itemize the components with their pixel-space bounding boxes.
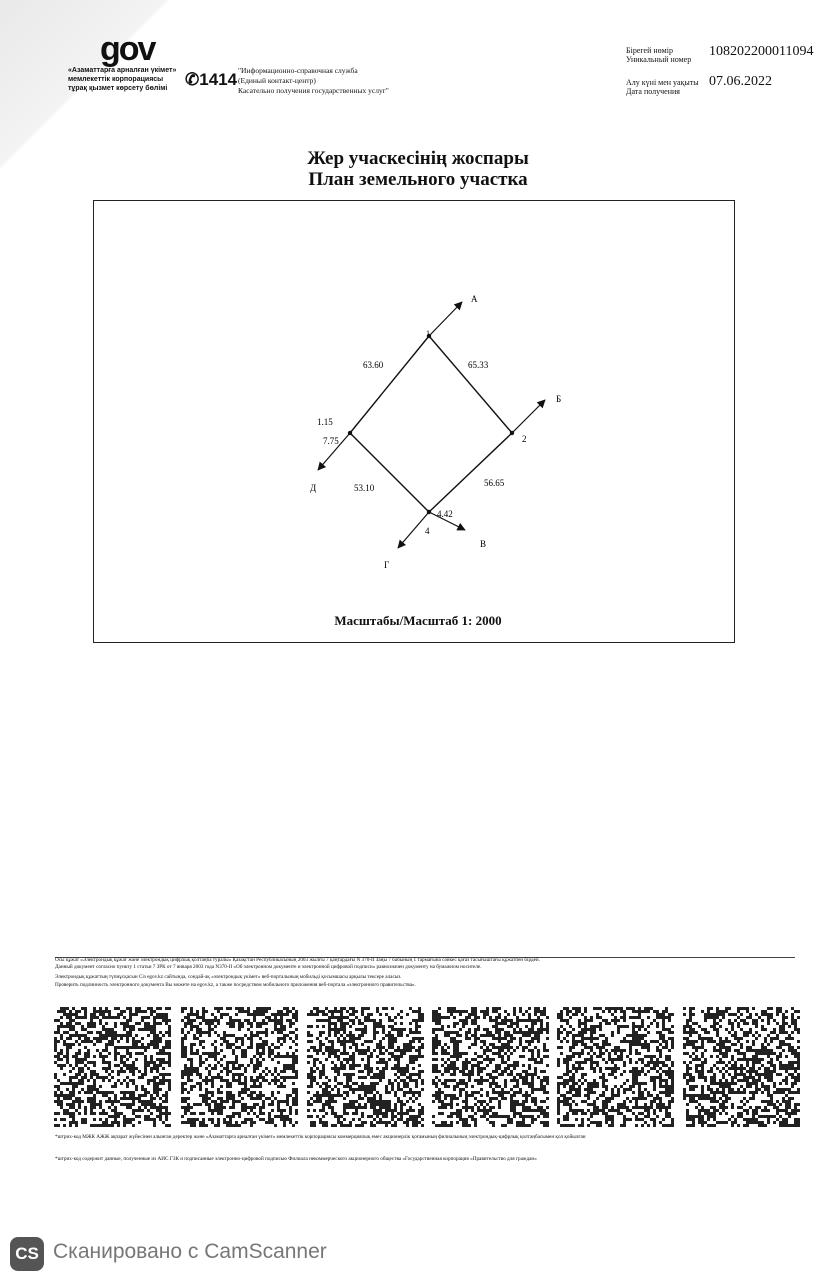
egov-line: «Азаматтарға арналған үкімет» bbox=[68, 67, 177, 74]
unique-label-ru: Уникальный номер bbox=[626, 55, 692, 64]
vertex-2 bbox=[510, 431, 514, 435]
legal-note-line: Осы құжат «Электрондық құжат және электрондық цифрлық қолтаңба туралы» Қазақстан Республикасының 2003 жылғы 7 қаңтардағы N 370-II Заңы 7 бабының 1 тармағына сәйкес қағаз тасығыштағы құжатпен бірдей. bbox=[55, 957, 540, 963]
title-ru: План земельного участка bbox=[308, 169, 528, 190]
boundary-side-3-1 bbox=[350, 336, 429, 433]
qr-code bbox=[557, 1007, 675, 1127]
direction-arrow-a bbox=[429, 302, 462, 336]
point-label-2: 2 bbox=[522, 434, 527, 444]
point-label-4: 4 bbox=[425, 526, 430, 536]
egov-logo: gov bbox=[100, 30, 155, 68]
point-label-1: 1 bbox=[426, 329, 430, 338]
side-length-label: 53.10 bbox=[354, 483, 375, 493]
qr-note-line: *штрих-код МЖК АЖЖ ақпарат жүйесінен алынған деректер және «Азаматтарға арналған үкімет» мемлекеттік корпорациясы коммерциялық емес акционерлік қоғамының филиалының электрондық-цифрлық қолтаңбасымен қол қойылған bbox=[55, 1134, 586, 1140]
offset-label: 1.15 bbox=[317, 417, 333, 427]
qr-code bbox=[181, 1007, 299, 1127]
unique-label-kk: Бірегей нөмір bbox=[626, 46, 673, 55]
side-length-label: 65.33 bbox=[468, 360, 489, 370]
egov-line: мемлекеттік корпорациясы bbox=[68, 76, 164, 83]
legal-note-line: Проверить подлинность электронного документа Вы можете на egov.kz, а также посредством мобильного приложения веб-портала «электронного правительства». bbox=[55, 982, 416, 988]
camscanner-logo-icon: CS bbox=[10, 1237, 44, 1271]
direction-label-a: А bbox=[471, 294, 478, 304]
legal-note-line: Электрондық құжаттың түпнұсқасын Сіз egov.kz сайтында, сондай-ақ «электрондық үкімет» веб-порталының мобильді қосымшасы арқылы тексере аласыз. bbox=[55, 974, 402, 980]
offset-label: 4.42 bbox=[437, 509, 453, 519]
date-label-ru: Дата получения bbox=[626, 87, 680, 96]
direction-label-g: Г bbox=[384, 560, 390, 570]
qr-code bbox=[432, 1007, 550, 1127]
offset-label: 7.75 bbox=[323, 436, 339, 446]
phone-number: 1414 bbox=[199, 70, 238, 89]
egov-line: тұрақ қызмет көрсету бөлімі bbox=[68, 85, 168, 92]
service-line: "Информационно-справочная служба bbox=[238, 66, 358, 75]
vertex-4 bbox=[427, 510, 431, 514]
qr-code bbox=[54, 1007, 172, 1127]
legal-note-line: Данный документ согласно пункту 1 статьи 7 ЗРК от 7 января 2003 года N370-II «Об электронном документе и электронной цифровой подписи» равнозначен документу на бумажном носителе. bbox=[55, 964, 482, 970]
side-length-label: 63.60 bbox=[363, 360, 384, 370]
direction-arrow-b bbox=[512, 400, 545, 433]
date-label-kk: Алу күні мен уақыты bbox=[626, 78, 699, 87]
boundary-side-1-2 bbox=[429, 336, 512, 433]
qr-code bbox=[683, 1007, 801, 1127]
service-line: (Единый контакт-центр) bbox=[238, 76, 316, 85]
scale-label: Масштабы/Масштаб 1: 2000 bbox=[334, 613, 502, 628]
unique-number: 108202200011094 bbox=[709, 44, 814, 59]
service-line: Касательно получения государственных услуг" bbox=[238, 86, 389, 95]
phone-icon: ✆ bbox=[185, 70, 200, 89]
boundary-side-2-4 bbox=[429, 433, 512, 512]
camscanner-watermark: Сканировано с CamScanner bbox=[53, 1240, 327, 1263]
side-length-label: 56.65 bbox=[484, 478, 505, 488]
direction-label-b: Б bbox=[556, 394, 562, 404]
date-value: 07.06.2022 bbox=[709, 74, 772, 89]
boundary-side-4-3 bbox=[350, 433, 429, 512]
direction-label-d: Д bbox=[310, 483, 317, 493]
direction-label-v: В bbox=[480, 539, 487, 549]
qr-note-line: *штрих-код содержит данные, полученные из АИС ГЗК и подписанные электронно-цифровой подписью Филиала некоммерческого акционерного общества «Государственная корпорация «Правительство для граждан» bbox=[55, 1156, 537, 1162]
title-kk: Жер учаскесінің жоспары bbox=[307, 148, 529, 169]
qr-code bbox=[307, 1007, 425, 1127]
vertex-3 bbox=[348, 431, 352, 435]
